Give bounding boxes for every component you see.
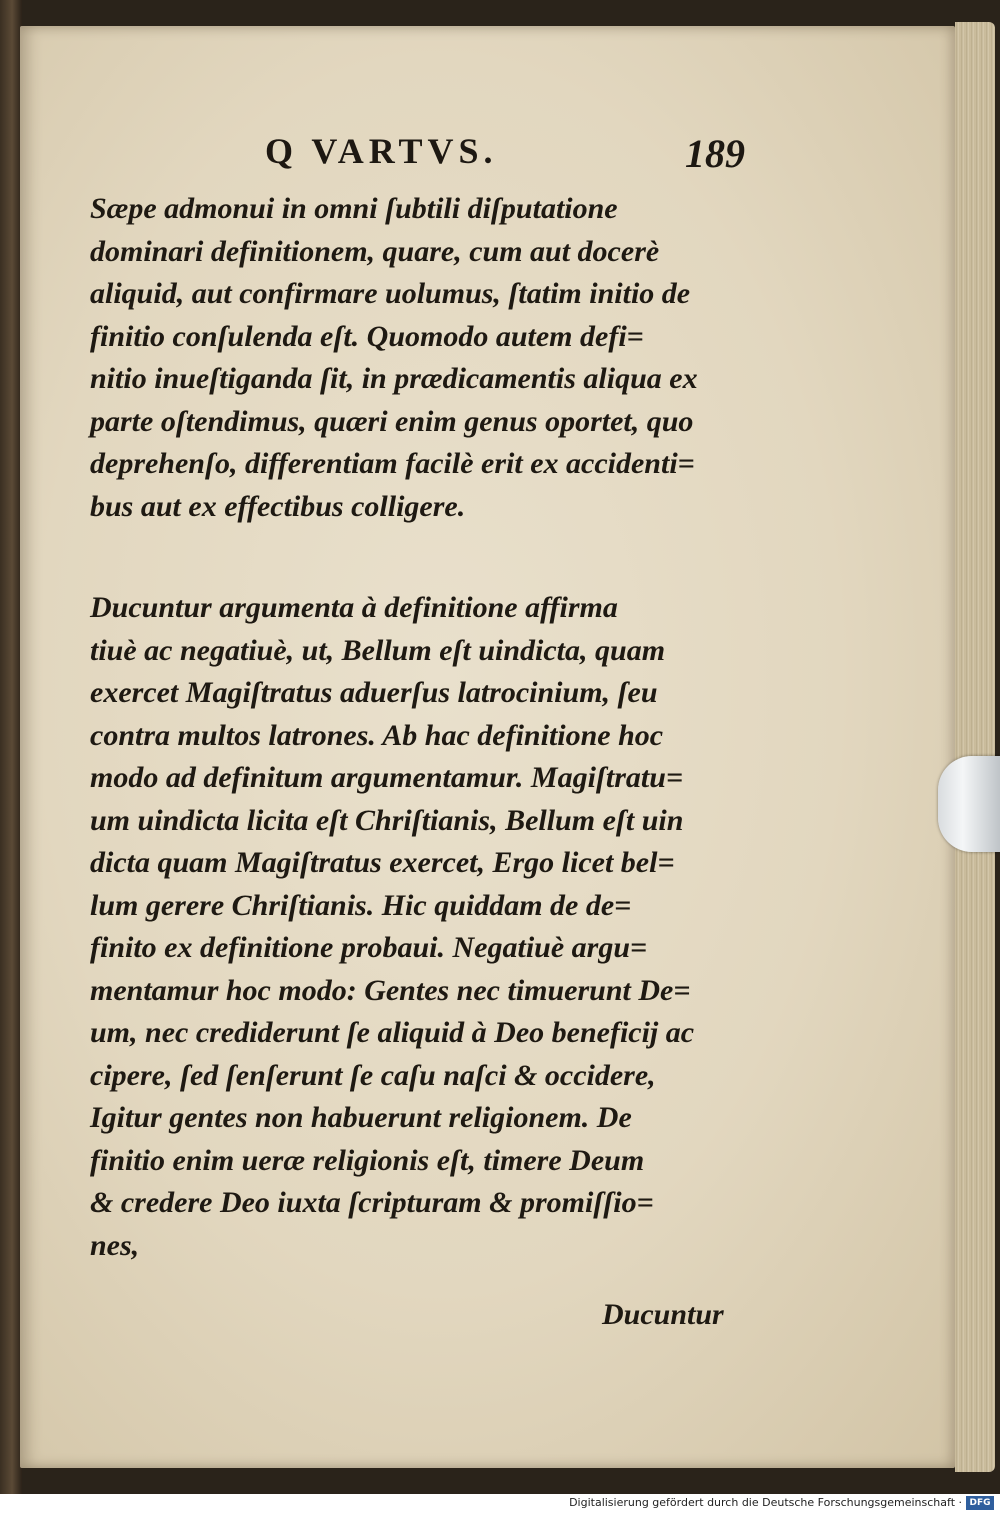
bookmark-clip bbox=[938, 756, 1000, 852]
text-line: um uindicta licita eſt Chriſtianis, Bellum eſt uin bbox=[90, 803, 684, 837]
text-line: finitio enim ueræ religionis eſt, timere Deum bbox=[90, 1143, 645, 1177]
text-line: finitio conſulenda eſt. Quomodo autem defi= bbox=[90, 319, 644, 353]
text-line: Igitur gentes non habuerunt religionem. De bbox=[90, 1101, 632, 1134]
text-line: Ducuntur argumenta à definitione affirma bbox=[90, 591, 618, 624]
text-line: dominari definitionem, quare, cum aut docerè bbox=[90, 234, 660, 268]
footer-bar bbox=[0, 1494, 1000, 1514]
text-line: lum gerere Chriſtianis. Hic quiddam de de= bbox=[90, 888, 632, 922]
text-line: modo ad definitum argumentamur. Magiſtratu= bbox=[90, 761, 684, 794]
text-line: nes, bbox=[90, 1228, 140, 1262]
book-page bbox=[20, 26, 955, 1468]
page-number: 189 bbox=[685, 131, 745, 176]
text-line: um, nec crediderunt ſe aliquid à Deo beneficij ac bbox=[90, 1016, 695, 1049]
catchword: Ducuntur bbox=[602, 1298, 724, 1331]
running-head: Q VARTVS. bbox=[265, 131, 498, 171]
text-line: exercet Magiſtratus aduerſus latrocinium, ſeu bbox=[90, 676, 658, 709]
text-line: nitio inueſtiganda ſit, in prædicamentis aliqua ex bbox=[90, 362, 698, 395]
text-line: parte oſtendimus, quæri enim genus oportet, quo bbox=[90, 404, 694, 438]
text-line: aliquid, aut confirmare uolumus, ſtatim initio de bbox=[90, 277, 691, 310]
text-line: Sæpe admonui in omni ſubtili diſputatione bbox=[90, 192, 618, 225]
text-line: mentamur hoc modo: Gentes nec timuerunt De= bbox=[90, 973, 691, 1007]
facing-page-edge bbox=[0, 0, 22, 1494]
funding-credit: Digitalisierung gefördert durch die Deutsche Forschungsgemeinschaft · bbox=[569, 1496, 962, 1509]
page-block-edges bbox=[955, 22, 995, 1472]
text-line: finito ex definitione probaui. Negatiuè argu= bbox=[90, 931, 648, 964]
text-line: deprehenſo, differentiam facilè erit ex accidenti= bbox=[90, 447, 695, 480]
paragraph-1 bbox=[90, 188, 750, 528]
text-line: bus aut ex effectibus colligere. bbox=[90, 489, 466, 523]
page-header bbox=[20, 130, 955, 174]
text-line: contra multos latrones. Ab hac definitione hoc bbox=[90, 718, 664, 752]
text-line: cipere, ſed ſenſerunt ſe caſu naſci & occidere, bbox=[90, 1058, 656, 1092]
text-line: tiuè ac negatiuè, ut, Bellum eſt uindicta, quam bbox=[90, 633, 666, 667]
dfg-logo: DFG bbox=[966, 1496, 994, 1510]
text-line: dicta quam Magiſtratus exercet, Ergo licet bel= bbox=[90, 846, 675, 879]
text-line: & credere Deo iuxta ſcripturam & promiſſio= bbox=[90, 1186, 654, 1219]
paragraph-2 bbox=[90, 587, 750, 1267]
